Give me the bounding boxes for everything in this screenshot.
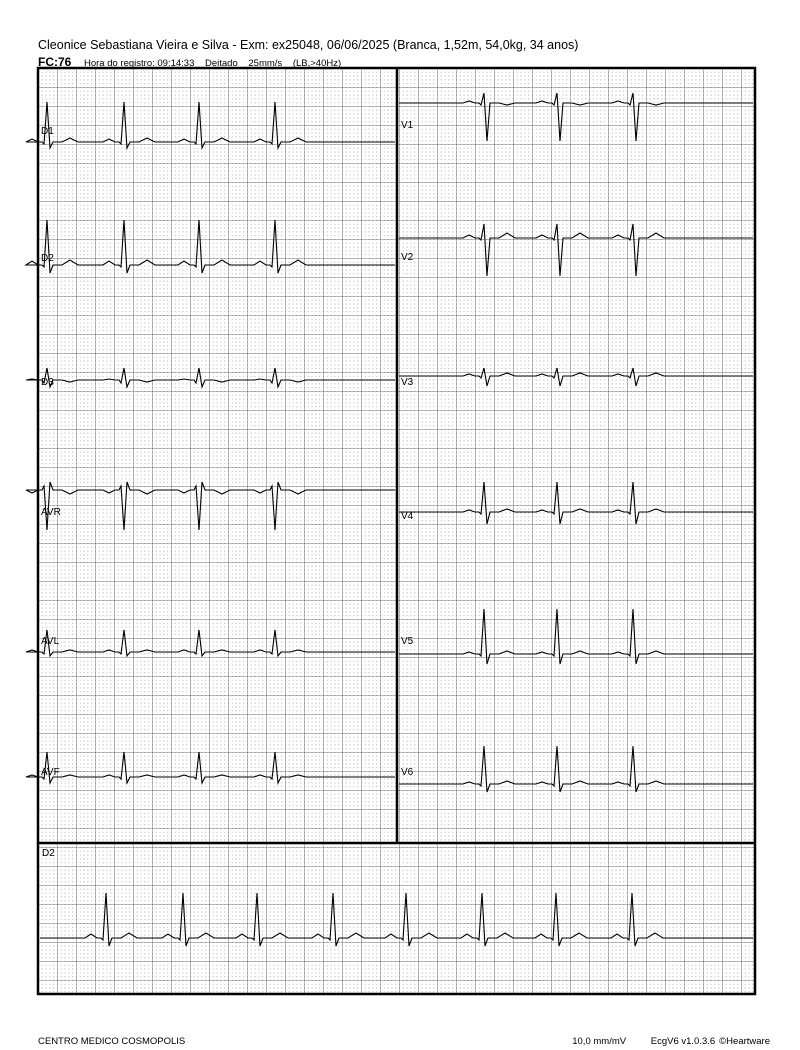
patient-header: [38, 38, 578, 52]
exam-date: 06/06/2025: [326, 38, 390, 52]
software-brand: ©Heartware: [719, 1036, 770, 1047]
lead-label-rhythm: D2: [42, 848, 55, 859]
record-subheader: [38, 55, 349, 69]
lead-label-d1: D1: [41, 126, 54, 137]
exam-id: Exm: ex25048,: [240, 38, 324, 52]
lead-label-d3: D3: [41, 377, 54, 388]
lead-label-v2: V2: [401, 252, 414, 263]
clinic-name: CENTRO MEDICO COSMOPOLIS: [38, 1036, 186, 1047]
lead-label-v1: V1: [401, 120, 414, 131]
paper-speed: 25mm/s: [248, 58, 283, 69]
patient-position: Deitado: [205, 58, 238, 69]
heart-rate: FC:76: [38, 55, 72, 69]
header-separator: -: [232, 38, 237, 52]
lead-label-avl: AVL: [41, 636, 60, 647]
lead-label-v5: V5: [401, 636, 414, 647]
lead-label-v3: V3: [401, 377, 414, 388]
lead-label-avf: AVF: [41, 767, 60, 778]
lead-label-v6: V6: [401, 767, 414, 778]
patient-details: (Branca, 1,52m, 54,0kg, 34 anos): [392, 38, 579, 52]
lead-label-d2: D2: [41, 253, 54, 264]
gain-setting: 10,0 mm/mV: [572, 1036, 627, 1047]
software-version: EcgV6 v1.0.3.6: [650, 1036, 716, 1047]
patient-name: Cleonice Sebastiana Vieira e Silva: [38, 38, 229, 52]
lead-label-v4: V4: [401, 511, 414, 522]
filter-setting: (LB,>40Hz): [292, 58, 342, 69]
footer-info: [550, 1036, 770, 1047]
record-time: Hora do registro: 09:14:33: [83, 58, 195, 69]
lead-label-avr: AVR: [41, 507, 61, 518]
